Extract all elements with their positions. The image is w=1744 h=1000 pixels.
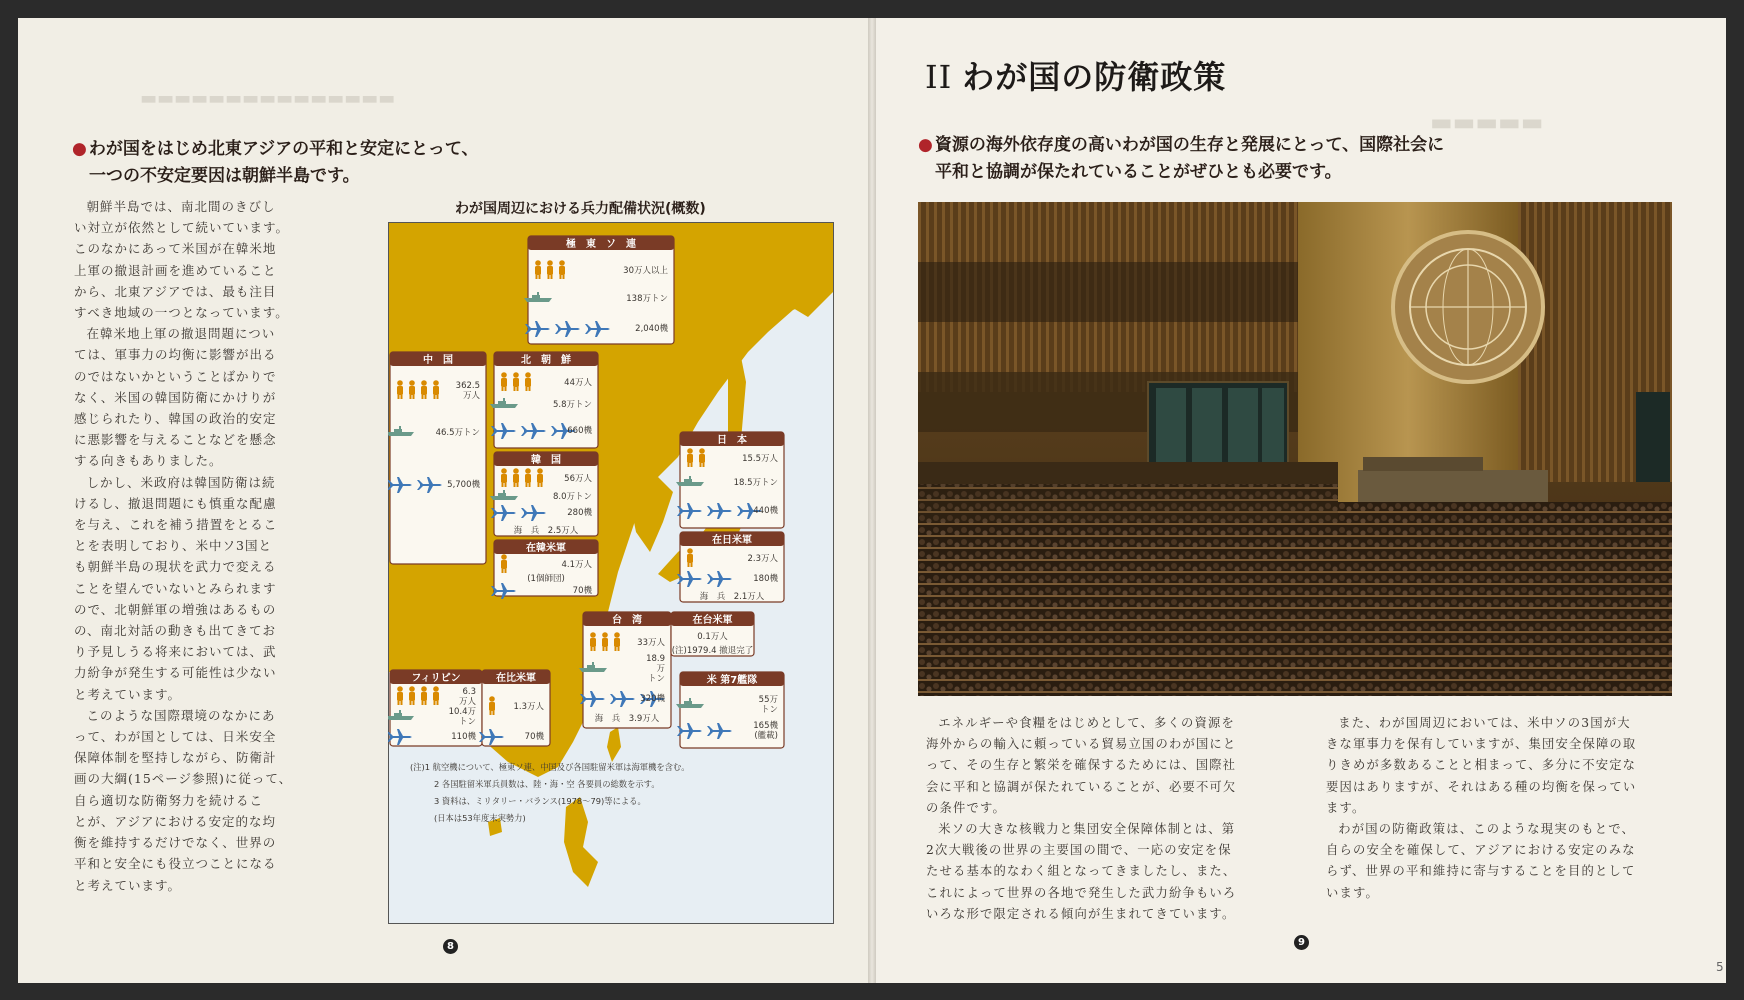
- force-box-china: [388, 352, 486, 564]
- force-value: 万人: [458, 697, 476, 707]
- force-value: 56万人: [564, 474, 592, 484]
- body-paragraph: [926, 819, 1278, 925]
- force-box-title: 中 国: [423, 355, 453, 366]
- force-value: 2,040機: [635, 324, 668, 334]
- body-line: りきめが多数あることと相まって、多分に不安定な: [1326, 758, 1637, 773]
- body-line: と考えています。: [74, 877, 182, 893]
- page-number-left: 8: [443, 939, 458, 954]
- force-value: 6.3: [462, 687, 476, 697]
- right-headline-line-2: 平和と協調が保たれていることがぜひとも必要です。: [935, 162, 1342, 182]
- force-value: トン: [458, 717, 476, 727]
- left-headline-line-1: わが国をはじめ北東アジアの平和と安定にとって、: [88, 139, 479, 159]
- force-value: 362.5: [455, 381, 480, 391]
- force-value: 660機: [567, 426, 592, 436]
- force-box-us-philippines: [479, 670, 550, 746]
- aircraft-icon: [525, 321, 610, 337]
- force-value: 海 兵 3.9万人: [594, 714, 660, 724]
- body-line: 力紛争が発生する可能性は少ない: [74, 665, 277, 681]
- force-value: 海 兵 2.1万人: [699, 592, 765, 602]
- body-line: います。: [1326, 885, 1380, 900]
- page-number-right: 9: [1294, 935, 1309, 950]
- force-box-title: 在比米軍: [496, 673, 536, 684]
- force-value: 110機: [451, 732, 476, 742]
- force-value: 10.4万: [448, 707, 476, 717]
- force-value: 2.3万人: [747, 554, 778, 564]
- force-value: 4.1万人: [561, 560, 592, 570]
- force-value: 8.0万トン: [552, 492, 592, 502]
- force-value: (注)1979.4 撤退完了: [671, 646, 754, 656]
- force-value: (艦載): [754, 731, 778, 741]
- body-line: このような国際環境のなかにあ: [86, 707, 276, 723]
- body-line: 自らの安全を確保して、アジアにおける安定のみな: [1326, 843, 1636, 858]
- body-line: 朝鮮半島では、南北間のきびし: [86, 199, 276, 214]
- section-title: [925, 52, 1226, 98]
- force-value: 5,700機: [447, 480, 480, 490]
- force-box-title: 在台米軍: [692, 615, 733, 626]
- show-through-text: ▬▬▬▬▬▬▬▬▬▬▬▬▬▬▬: [140, 88, 396, 109]
- force-box-title: フィリピン: [411, 673, 461, 684]
- force-box-usfk: [491, 540, 598, 599]
- body-line: り予見しうる将来においては、武: [74, 644, 277, 660]
- force-value: 万: [656, 664, 665, 674]
- right-body-column-2: [1326, 713, 1678, 904]
- body-line: 衡を維持するだけでなく、世界の: [74, 835, 277, 851]
- force-value: トン: [647, 674, 665, 684]
- force-box-title: 日 本: [717, 435, 747, 446]
- force-box-us-taiwan: [671, 612, 754, 656]
- body-line: 2次大戦後の世界の主要国の間で、一応の安定を保: [926, 843, 1232, 858]
- force-value: 18.5万トン: [733, 478, 778, 488]
- force-box-title: 台 湾: [612, 615, 642, 626]
- body-line: ことを望んでいないとみられます: [74, 580, 277, 596]
- force-box-seventh-fleet: [676, 672, 784, 748]
- body-line: 在韓米地上軍の撤退問題につい: [86, 326, 276, 342]
- body-line: ので、北朝鮮軍の増強はあるもの: [74, 601, 277, 617]
- body-line: エネルギーや食糧をはじめとして、多くの資源を: [938, 716, 1235, 730]
- body-paragraph: [74, 472, 314, 705]
- force-value: 46.5万トン: [435, 428, 480, 438]
- body-line: これによって世界の各地で発生した武力紛争もいろ: [926, 885, 1237, 900]
- un-general-assembly-photo: [918, 202, 1672, 696]
- body-line: 海外からの輸入に頼っている貿易立国のわが国にと: [926, 737, 1237, 752]
- body-line: に悪影響を与えることなどを懸念: [74, 432, 277, 448]
- force-value: 5.8万トン: [552, 400, 592, 410]
- body-line: 上軍の撤退計画を進めていること: [74, 262, 277, 278]
- body-line: って、わが国としては、日米安全: [74, 729, 277, 745]
- force-box-title: 在韓米軍: [526, 543, 566, 554]
- body-line: も朝鮮半島の現状を武力で変える: [74, 559, 277, 575]
- map-title: わが国周辺における兵力配備状況(概数): [455, 201, 706, 217]
- force-value: 万人: [462, 391, 480, 401]
- body-line: 会に平和と協調が保たれていることが、必要不可欠: [926, 779, 1237, 794]
- body-paragraph: [74, 323, 314, 471]
- force-value: 440機: [753, 506, 778, 516]
- force-box-title: 北 朝 鮮: [521, 355, 571, 366]
- bullet-icon: ●: [918, 135, 933, 155]
- force-value: 33万人: [637, 638, 665, 648]
- force-value: 18.9: [646, 654, 665, 664]
- body-line: いろな形で限定される傾向が生まれてきています。: [926, 906, 1236, 921]
- body-line: の条件です。: [926, 800, 1006, 815]
- left-headline: [72, 136, 478, 190]
- force-box-title: 極 東 ソ 連: [566, 239, 636, 250]
- military-deployment-map: [388, 222, 834, 924]
- body-line: い対立が依然として続いています。: [74, 220, 290, 236]
- map-note: (日本は53年度末実勢力): [434, 813, 526, 823]
- body-line: する向きもありました。: [74, 453, 223, 469]
- body-paragraph: [1326, 713, 1678, 819]
- map-note: 3 資料は、ミリタリー・バランス(1978〜79)等による。: [434, 796, 646, 806]
- map-note: 2 各国駐留米軍兵員数は、陸・海・空 各要員の総数を示す。: [434, 779, 660, 789]
- aircraft-icon: [677, 503, 762, 519]
- force-box-japan: [676, 432, 784, 528]
- force-box-philippines: [388, 670, 482, 746]
- book-spine: [868, 18, 876, 983]
- body-line: しかし、米政府は韓国防衛は続: [86, 474, 276, 490]
- body-line: すべき地域の一つとなっています。: [74, 305, 289, 321]
- body-paragraph: [74, 196, 314, 323]
- body-line: 平和と安全にも役立つことになる: [74, 856, 277, 872]
- section-roman-numeral: II: [925, 58, 953, 96]
- force-box-south-korea: [490, 452, 598, 536]
- section-title-text: わが国の防衛政策: [962, 58, 1227, 96]
- force-value: 30万人以上: [623, 266, 668, 276]
- force-value: 180機: [753, 574, 778, 584]
- force-value: 138万トン: [626, 294, 668, 304]
- body-line: 要因はありますが、それはある種の均衡を保ってい: [1326, 779, 1637, 794]
- force-value: 1.3万人: [513, 702, 544, 712]
- force-value: 280機: [567, 508, 592, 518]
- body-line: たせる基本的なわく組となってきましたし、また、: [926, 864, 1237, 879]
- force-value: 海 兵 2.5万人: [513, 526, 579, 536]
- body-line: わが国の防衛政策は、このような現実のもとで、: [1338, 822, 1635, 837]
- body-line: って、その生存と繁栄を確保するためには、国際社: [926, 758, 1237, 773]
- body-line: このなかにあって米国が在韓米地: [74, 241, 277, 257]
- body-line: を与え、これを補う措置をとるこ: [74, 517, 278, 533]
- force-box-usfj: [677, 532, 784, 602]
- force-value: 15.5万人: [742, 454, 778, 464]
- left-body-text: [74, 196, 314, 896]
- force-box-title: 韓 国: [531, 455, 561, 466]
- aircraft-icon: [491, 423, 576, 439]
- body-line: らず、世界の平和維持に寄与することを目的として: [1326, 864, 1636, 879]
- body-line: 保障体制を堅持しながら、防衛計: [74, 750, 277, 766]
- left-headline-line-2: 一つの不安定要因は朝鮮半島です。: [89, 166, 360, 186]
- force-box-north-korea: [490, 352, 598, 448]
- body-line: 米ソの大きな核戦力と集団安全保障体制とは、第: [938, 822, 1236, 837]
- force-value: 165機: [753, 721, 778, 731]
- body-line: また、わが国周辺においては、米中ソの3国が大: [1338, 716, 1631, 730]
- force-value: 70機: [524, 732, 544, 742]
- force-value: 55万: [758, 695, 778, 705]
- force-box-taiwan: [579, 612, 671, 728]
- force-value: トン: [760, 705, 778, 715]
- body-line: ます。: [1326, 800, 1366, 815]
- right-headline: [918, 132, 1444, 186]
- body-line: とを表明しており、米中ソ3国と: [74, 538, 272, 554]
- body-line: ては、軍事力の均衡に影響が出る: [74, 347, 277, 363]
- body-paragraph: [926, 713, 1278, 819]
- right-headline-line-1: 資源の海外依存度の高いわが国の生存と発展にとって、国際社会に: [934, 135, 1445, 155]
- body-paragraph: [1326, 819, 1678, 904]
- body-line: とが、アジアにおける安定的な均: [74, 813, 277, 829]
- force-box-title: 米 第7艦隊: [706, 675, 758, 686]
- body-line: きな軍事力を保有していますが、集団安全保障の取: [1326, 737, 1637, 752]
- body-line: のではないかということばかりで: [74, 368, 277, 384]
- body-line: なく、米国の韓国防衛にかけりが: [74, 389, 277, 405]
- force-value: 320機: [640, 694, 665, 704]
- body-line: けるし、撤退問題にも慎重な配慮: [74, 495, 277, 511]
- force-box-title: 在日米軍: [712, 535, 752, 546]
- force-value: 70機: [572, 586, 592, 596]
- body-line: 感じられたり、韓国の政治的安定: [74, 411, 277, 427]
- body-paragraph: [74, 705, 314, 896]
- corner-page-marker: 5: [1716, 960, 1724, 974]
- force-value: 0.1万人: [697, 632, 728, 642]
- force-value: 44万人: [564, 378, 592, 388]
- force-box-soviet: [524, 236, 674, 344]
- body-line: から、北東アジアでは、最も注目: [74, 283, 277, 299]
- show-through-text: ▬▬▬▬▬: [1430, 108, 1544, 136]
- body-line: 画の大綱(15ページ参照)に従って、: [74, 771, 293, 787]
- body-line: の、南北対話の動きも出てきてお: [74, 623, 277, 639]
- body-line: 自ら適切な防衛努力を続けるこ: [74, 792, 264, 808]
- map-note: (注)1 航空機について、極東ソ連、中国及び各国駐留米軍は海軍機を含む。: [410, 762, 690, 772]
- bullet-icon: ●: [72, 139, 87, 159]
- force-value: (1個師団): [527, 574, 565, 584]
- right-body-column-1: [926, 713, 1278, 925]
- body-line: と考えています。: [74, 686, 182, 702]
